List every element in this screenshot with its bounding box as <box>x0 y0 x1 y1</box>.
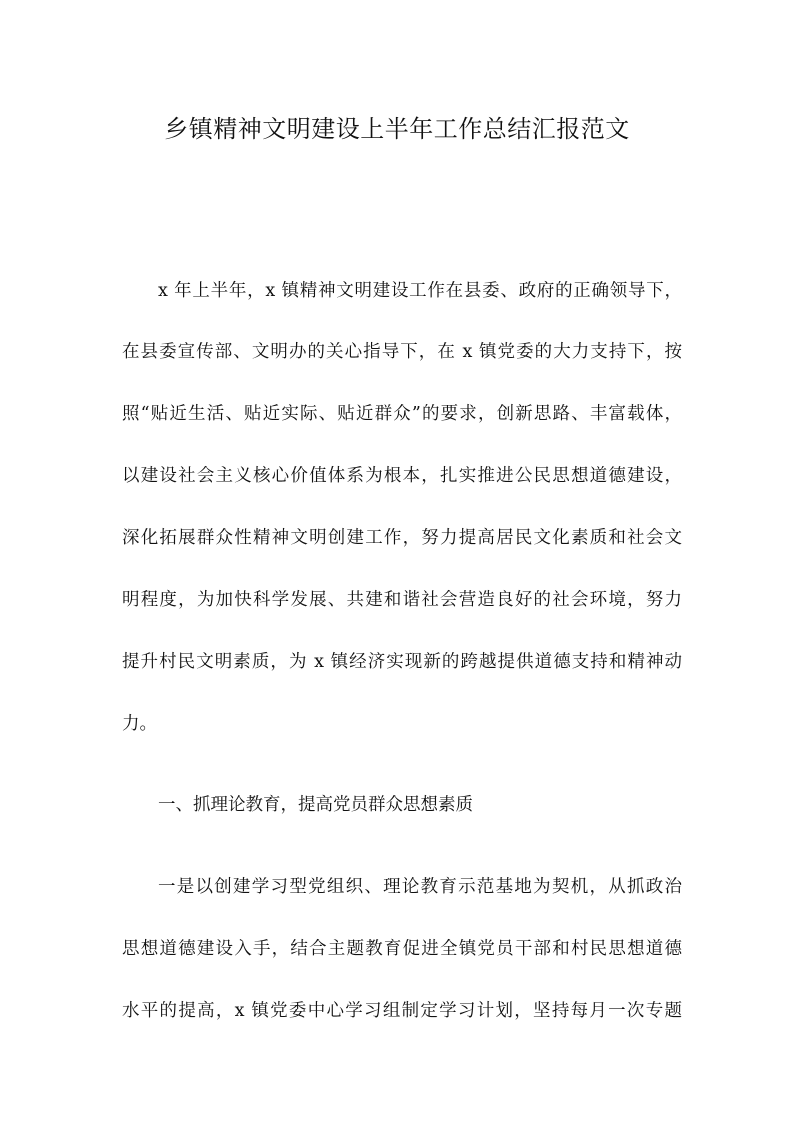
intro-line-1: x 年上半年，x 镇精神文明建设工作在县委、政府的正确领导下， <box>158 281 682 301</box>
intro-line-8: 力。 <box>122 714 157 734</box>
section1-line-2: 思想道德建设入手，结合主题教育促进全镇党员干部和村民思想道德 <box>122 939 682 959</box>
intro-line-2: 在县委宣传部、文明办的关心指导下，在 x 镇党委的大力支持下，按 <box>122 342 682 362</box>
section1-heading: 一、抓理论教育，提高党员群众思想素质 <box>158 795 473 815</box>
intro-line-4: 以建设社会主义核心价值体系为根本，扎实推进公民思想道德建设， <box>122 466 682 486</box>
intro-line-6: 明程度，为加快科学发展、共建和谐社会营造良好的社会环境，努力 <box>122 590 682 610</box>
section1-line-1: 一是以创建学习型党组织、理论教育示范基地为契机，从抓政治 <box>158 877 682 897</box>
intro-line-5: 深化拓展群众性精神文明创建工作，努力提高居民文化素质和社会文 <box>122 528 682 548</box>
section1-line-3: 水平的提高，x 镇党委中心学习组制定学习计划，坚持每月一次专题 <box>122 1001 682 1021</box>
intro-line-3: 照“贴近生活、贴近实际、贴近群众”的要求，创新思路、丰富载体， <box>122 404 682 424</box>
intro-line-7: 提升村民文明素质，为 x 镇经济实现新的跨越提供道德支持和精神动 <box>122 652 682 672</box>
document-title: 乡镇精神文明建设上半年工作总结汇报范文 <box>164 115 630 143</box>
